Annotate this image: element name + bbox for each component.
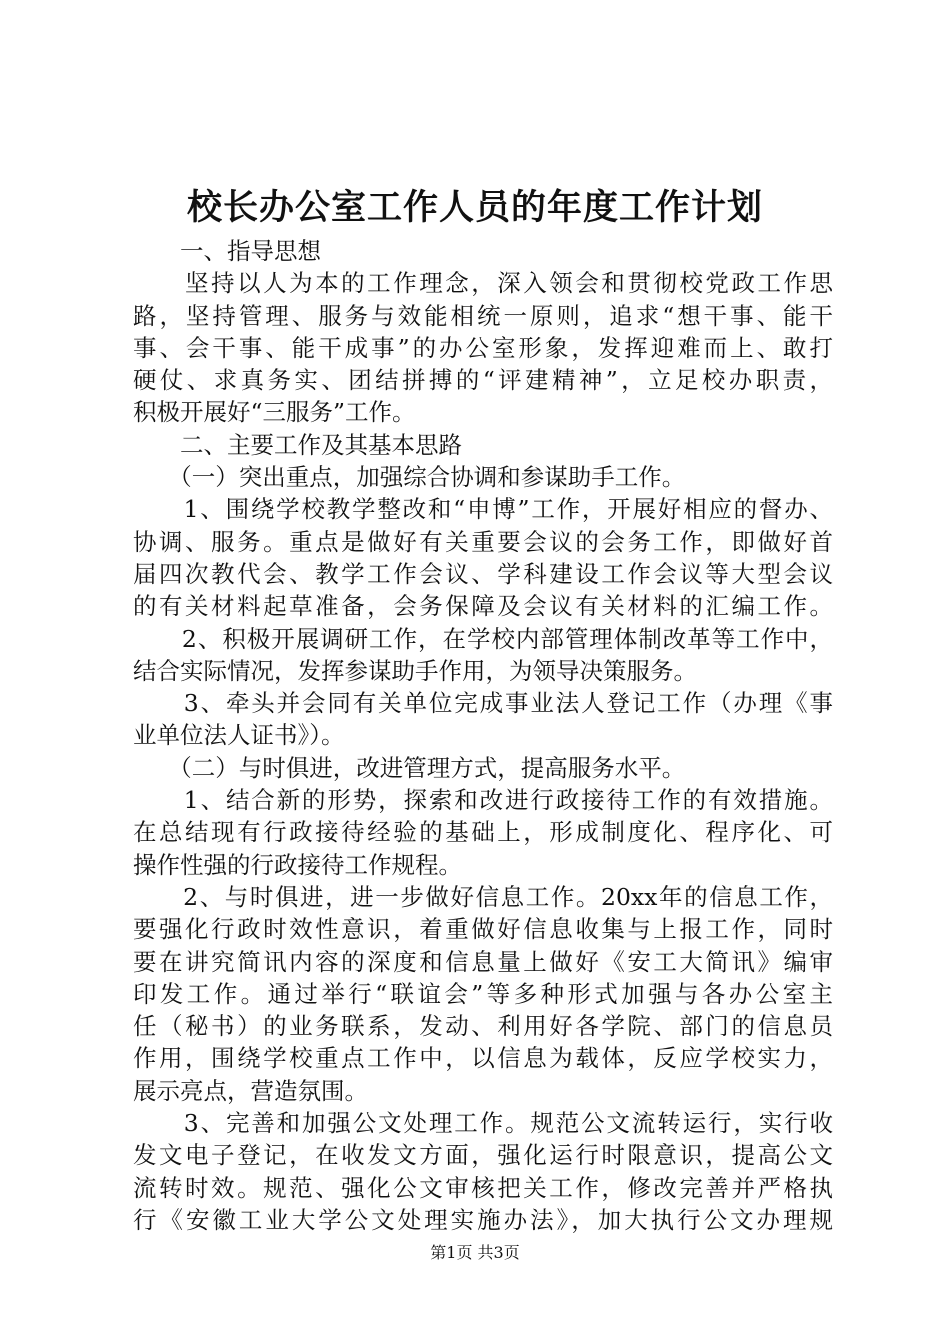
body-line: 2、积极开展调研工作，在学校内部管理体制改革等工作中， xyxy=(133,624,833,653)
body-line: 业单位法人证书》）。 xyxy=(133,721,345,750)
body-line: 硬仗、求真务实、团结拼搏的“评建精神”，立足校办职责， xyxy=(133,366,833,395)
body-line: 在总结现有行政接待经验的基础上，形成制度化、程序化、可 xyxy=(133,818,833,847)
body-line: 流转时效。规范、强化公文审核把关工作，修改完善并严格执 xyxy=(133,1173,833,1202)
body-line: 1、围绕学校教学整改和“申博”工作，开展好相应的督办、 xyxy=(133,495,833,524)
body-line: 届四次教代会、教学工作会议、学科建设工作会议等大型会议 xyxy=(133,559,833,588)
body-line: 坚持以人为本的工作理念，深入领会和贯彻校党政工作思 xyxy=(133,269,833,298)
body-line: 发文电子登记，在收发文方面，强化运行时限意识，提高公文 xyxy=(133,1141,833,1170)
body-line: （一）突出重点，加强综合协调和参谋助手工作。 xyxy=(133,463,686,492)
body-line: 2、与时俱进，进一步做好信息工作。20xx年的信息工作， xyxy=(133,882,833,911)
body-line: 要在讲究简讯内容的深度和信息量上做好《安工大简讯》编审 xyxy=(133,947,833,976)
body-line: 展示亮点，营造氛围。 xyxy=(133,1076,368,1105)
page-footer: 第1页 共3页 xyxy=(430,1243,520,1262)
body-line: 要强化行政时效性意识，着重做好信息收集与上报工作，同时 xyxy=(133,915,833,944)
body-line: 行《安徽工业大学公文处理实施办法》，加大执行公文办理规 xyxy=(133,1205,833,1234)
body-line: 的有关材料起草准备，会务保障及会议有关材料的汇编工作。 xyxy=(133,592,833,621)
body-line: 操作性强的行政接待工作规程。 xyxy=(133,850,462,879)
body-line: 二、主要工作及其基本思路 xyxy=(133,430,462,459)
body-line: 作用，围绕学校重点工作中，以信息为载体，反应学校实力， xyxy=(133,1044,833,1073)
body-line: （二）与时俱进，改进管理方式，提高服务水平。 xyxy=(133,753,686,782)
body-line: 3、牵头并会同有关单位完成事业法人登记工作（办理《事 xyxy=(133,689,833,718)
document-title: 校长办公室工作人员的年度工作计划 xyxy=(186,187,763,228)
body-line: 结合实际情况，发挥参谋助手作用，为领导决策服务。 xyxy=(133,656,697,685)
body-line: 协调、服务。重点是做好有关重要会议的会务工作，即做好首 xyxy=(133,527,833,556)
body-line: 任（秘书）的业务联系，发动、利用好各学院、部门的信息员 xyxy=(133,1012,833,1041)
body-line: 积极开展好“三服务”工作。 xyxy=(133,398,416,427)
body-line: 事、会干事、能干成事”的办公室形象，发挥迎难而上、敢打 xyxy=(133,333,833,362)
body-line: 印发工作。通过举行“联谊会”等多种形式加强与各办公室主 xyxy=(133,979,833,1008)
body-line: 路，坚持管理、服务与效能相统一原则，追求“想干事、能干 xyxy=(133,301,833,330)
document-body xyxy=(133,235,833,1236)
body-line: 1、结合新的形势，探索和改进行政接待工作的有效措施。 xyxy=(133,786,833,815)
body-line: 3、完善和加强公文处理工作。规范公文流转运行，实行收 xyxy=(133,1109,833,1138)
body-line: 一、指导思想 xyxy=(133,237,321,265)
